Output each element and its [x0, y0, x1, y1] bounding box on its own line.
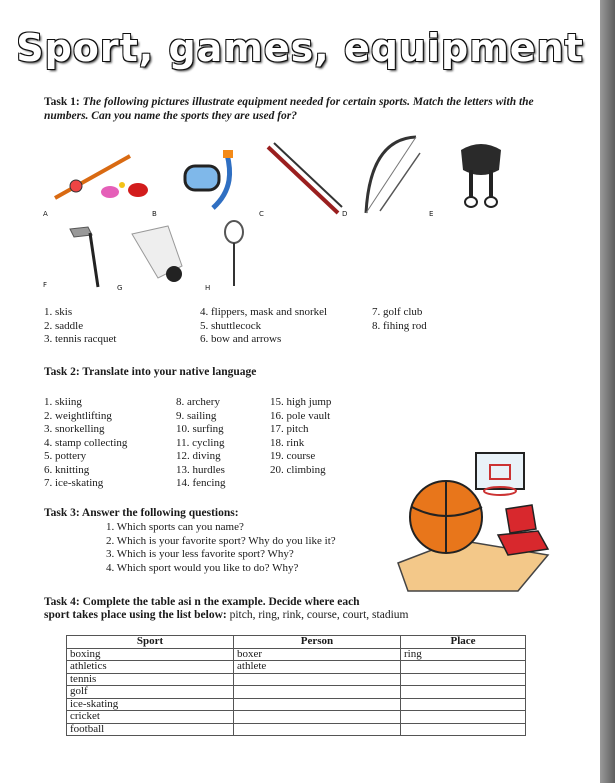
task1-items-col2 [200, 306, 327, 347]
question-item: 1. Which sports can you name? [106, 521, 244, 533]
list-item: 14. fencing [176, 477, 226, 489]
question-item: 2. Which is your favorite sport? Why do you like it? [106, 534, 336, 547]
bow-and-arrows-illustration [360, 135, 422, 215]
list-item: 2. weightlifting [44, 409, 112, 422]
task3-questions [106, 521, 336, 575]
table-cell[interactable] [401, 723, 526, 736]
list-item: 15. high jump [270, 396, 332, 408]
list-item: 3. tennis racquet [44, 333, 117, 345]
table-cell[interactable] [234, 698, 401, 711]
task3-heading: Task 3: Answer the following questions: [44, 507, 239, 519]
tennis-racquet-illustration [222, 220, 246, 288]
table-cell[interactable] [401, 698, 526, 711]
list-item: 16. pole vault [270, 409, 331, 422]
list-item: 18. rink [270, 436, 305, 449]
question-item: 3. Which is your less favorite sport? Why? [106, 548, 294, 560]
list-item: 2. saddle [44, 319, 84, 332]
table-cell[interactable] [401, 661, 526, 674]
page-edge-shadow [600, 0, 615, 783]
task1-items-col1 [44, 306, 116, 347]
list-item: 7. golf club [372, 306, 423, 318]
table-row [67, 661, 526, 674]
list-item: 7. ice-skating [44, 477, 104, 489]
task2-col2 [176, 396, 225, 491]
table-cell: golf [67, 686, 234, 699]
task1-items-col3 [372, 306, 427, 333]
basketball-illustration [398, 445, 558, 595]
picture-label-d: D [342, 210, 348, 218]
skis-illustration [264, 143, 344, 217]
table-cell[interactable] [234, 673, 401, 686]
task4-instruction [44, 596, 544, 622]
list-item: 6. knitting [44, 463, 90, 476]
list-item: 1. skis [44, 306, 73, 318]
list-item: 4. flippers, mask and snorkel [200, 306, 328, 318]
table-cell[interactable]: ring [401, 648, 526, 661]
picture-label-h: H [205, 284, 211, 292]
diving-mask-snorkel-illustration [183, 150, 243, 212]
list-item: 8. archery [176, 396, 220, 408]
task1-instruction [44, 95, 559, 123]
list-item: 11. cycling [176, 436, 225, 449]
saddle-illustration [455, 140, 507, 212]
task1-text: The following pictures illustrate equipment needed for certain sports. Match the letters with the numbers. Can you name the sports they are used for? [44, 96, 534, 122]
table-cell[interactable]: boxer [234, 648, 401, 661]
list-item: 3. snorkelling [44, 423, 105, 435]
task2-col1 [44, 396, 127, 491]
table-cell[interactable] [401, 686, 526, 699]
list-item: 13. hurdles [176, 463, 225, 476]
table-cell: football [67, 723, 234, 736]
table-cell[interactable]: athlete [234, 661, 401, 674]
shuttlecock-illustration [128, 224, 188, 284]
list-item: 4. stamp collecting [44, 436, 128, 449]
table-cell[interactable] [234, 711, 401, 724]
table-cell: athletics [67, 661, 234, 674]
table-cell[interactable] [234, 723, 401, 736]
list-item: 19. course [270, 450, 316, 462]
table-cell: cricket [67, 711, 234, 724]
table-row [67, 673, 526, 686]
list-item: 20. climbing [270, 463, 326, 476]
list-item: 9. sailing [176, 409, 217, 422]
question-item: 4. Which sport would you like to do? Why? [106, 561, 299, 574]
picture-label-a: A [43, 210, 48, 218]
table-header-row [67, 636, 526, 649]
table-row [67, 698, 526, 711]
table-row [67, 711, 526, 724]
table-cell: tennis [67, 673, 234, 686]
task4-heading-line1: Task 4: Complete the table asi n the example. Decide where each [44, 596, 360, 608]
task2-heading: Task 2: Translate into your native language [44, 366, 257, 378]
table-cell: boxing [67, 648, 234, 661]
column-header-person: Person [234, 636, 401, 649]
column-header-place: Place [401, 636, 526, 649]
task4-place-list: pitch, ring, rink, course, court, stadium [229, 609, 409, 621]
task2-col3 [270, 396, 331, 477]
page-title: Sport, games, equipment [16, 26, 584, 70]
table-cell[interactable] [401, 711, 526, 724]
golf-club-illustration [68, 225, 104, 289]
table-row [67, 723, 526, 736]
picture-label-e: E [429, 210, 434, 218]
list-item: 10. surfing [176, 423, 224, 435]
sports-table [66, 635, 526, 736]
list-item: 6. bow and arrows [200, 333, 282, 345]
picture-label-c: C [259, 210, 264, 218]
table-cell: ice-skating [67, 698, 234, 711]
list-item: 8. fihing rod [372, 319, 427, 332]
table-row [67, 686, 526, 699]
list-item: 5. shuttlecock [200, 319, 262, 332]
table-cell[interactable] [234, 686, 401, 699]
list-item: 1. skiing [44, 396, 82, 408]
fishing-rod-illustration [50, 150, 160, 210]
table-row [67, 648, 526, 661]
picture-label-b: B [152, 210, 157, 218]
list-item: 12. diving [176, 450, 221, 462]
task4-heading-line2: sport takes place using the list below: [44, 609, 227, 621]
list-item: 17. pitch [270, 423, 309, 435]
picture-label-f: F [43, 281, 48, 289]
list-item: 5. pottery [44, 450, 87, 462]
task1-heading: Task 1: [44, 96, 80, 108]
column-header-sport: Sport [67, 636, 234, 649]
table-cell[interactable] [401, 673, 526, 686]
picture-label-g: G [117, 284, 123, 292]
